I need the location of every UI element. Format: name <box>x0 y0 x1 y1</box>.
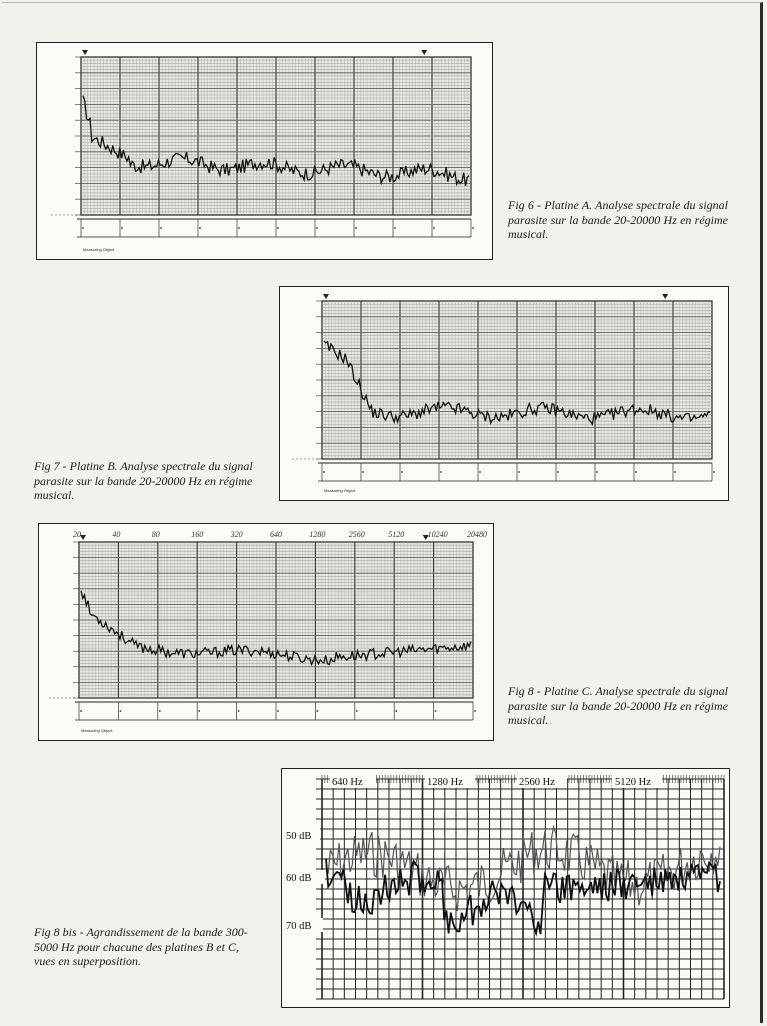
figure-7-caption: Fig 7 - Platine B. Analyse spectrale du signal parasite sur la bande 20-20000 Hz en régime musical. <box>34 459 253 502</box>
fig7-svg <box>280 287 730 502</box>
handwritten-freq-160: 160 <box>191 530 204 539</box>
figure-6-caption: Fig 6 - Platine A. Analyse spectrale du signal parasite sur la bande 20-20000 Hz en régime musical. <box>508 198 728 241</box>
db-label-70: 70 dB <box>286 921 312 932</box>
handwritten-freq-640: 640 <box>270 530 282 539</box>
handwritten-freq-10240: 10240 <box>427 530 448 539</box>
fig7-footer <box>292 459 715 481</box>
fig6-svg <box>37 43 494 261</box>
fig8bis-db-labels <box>285 828 325 932</box>
freq-label-5120: 5120 Hz <box>615 777 651 788</box>
fig6-grid <box>75 50 471 215</box>
figure-8bis-caption: Fig 8 bis - Agrandissement de la bande 300-5000 Hz pour chacune des platines B et C, vues en superposition. <box>34 925 248 968</box>
db-label-50: 50 dB <box>286 831 312 842</box>
handwritten-freq-40: 40 <box>112 530 121 539</box>
figure-8-spectrum-chart <box>38 523 494 741</box>
fig8-grid <box>73 535 473 698</box>
fig8-footer <box>49 698 476 720</box>
figure-6-spectrum-chart <box>36 42 493 260</box>
freq-label-2560: 2560 Hz <box>519 777 555 788</box>
handwritten-freq-80: 80 <box>151 530 160 539</box>
freq-label-640: 640 Hz <box>332 777 363 788</box>
fig7-footer-label: Measuring Object <box>324 488 356 493</box>
handwritten-freq-20: 20 <box>73 530 81 539</box>
fig8-svg <box>39 524 495 742</box>
handwritten-freq-320: 320 <box>230 530 243 539</box>
handwritten-freq-2560: 2560 <box>348 530 365 539</box>
fig7-grid <box>316 294 712 459</box>
freq-label-1280: 1280 Hz <box>427 777 463 788</box>
fig8bis-freq-labels <box>330 774 662 788</box>
figure-8-caption: Fig 8 - Platine C. Analyse spectrale du signal parasite sur la bande 20-20000 Hz en régime musical. <box>508 684 728 727</box>
fig8-footer-label: Measuring Object <box>81 728 113 733</box>
figure-7-spectrum-chart <box>279 286 729 501</box>
handwritten-freq-20480: 20480 <box>467 530 487 539</box>
fig6-footer-label: Measuring Object <box>83 247 115 252</box>
figure-8bis-zoom-chart <box>281 768 730 1008</box>
handwritten-freq-1280: 1280 <box>309 530 326 539</box>
fig8bis-svg <box>282 769 731 1009</box>
fig6-footer <box>51 215 474 237</box>
handwritten-freq-5120: 5120 <box>388 530 405 539</box>
db-label-60: 60 dB <box>286 873 312 884</box>
